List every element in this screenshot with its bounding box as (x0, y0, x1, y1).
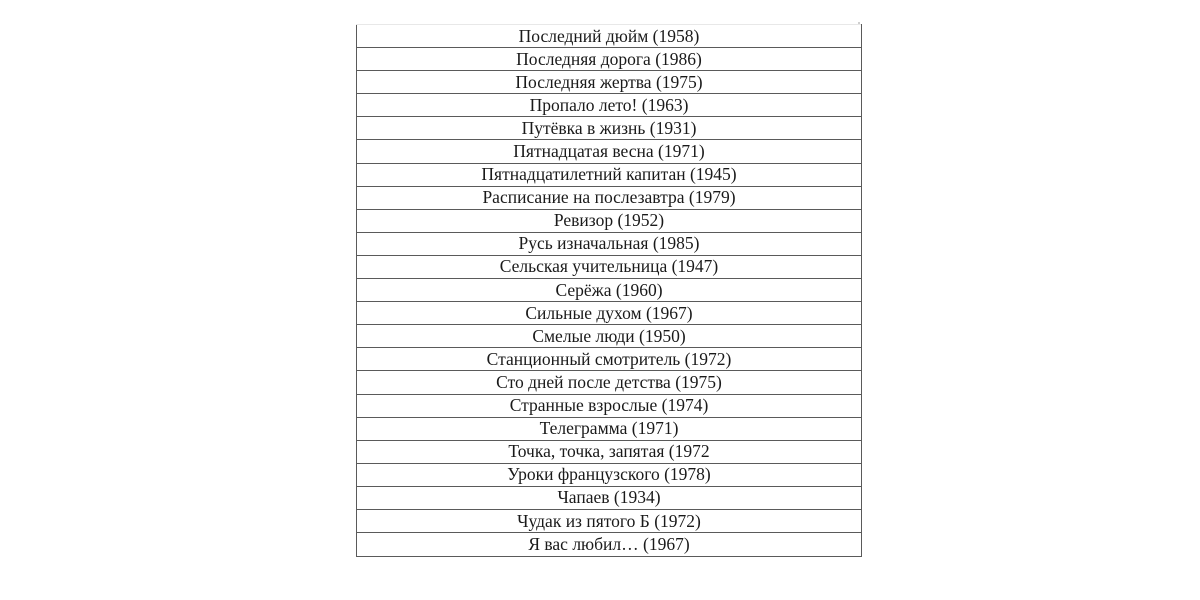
film-cell: Сто дней после детства (1975) (357, 371, 862, 394)
table-row (357, 279, 862, 302)
table-row (357, 394, 862, 417)
table-row (357, 232, 862, 255)
table-row (357, 94, 862, 117)
film-list-body (357, 25, 862, 557)
table-row (357, 302, 862, 325)
film-cell: Смелые люди (1950) (357, 325, 862, 348)
film-cell: Последняя жертва (1975) (357, 71, 862, 94)
film-cell: Последний дюйм (1958) (357, 25, 862, 48)
film-cell: Телеграмма (1971) (357, 417, 862, 440)
film-cell: Я вас любил… (1967) (357, 533, 862, 557)
film-cell: Ревизор (1952) (357, 209, 862, 232)
table-row (357, 325, 862, 348)
film-cell: Сельская учительница (1947) (357, 255, 862, 278)
table-row (357, 48, 862, 71)
film-cell: Путёвка в жизнь (1931) (357, 117, 862, 140)
table-row (357, 25, 862, 48)
table-row (357, 486, 862, 509)
film-cell: Странные взрослые (1974) (357, 394, 862, 417)
film-cell: Точка, точка, запятая (1972 (357, 440, 862, 463)
film-cell: Серёжа (1960) (357, 279, 862, 302)
film-cell: Чапаев (1934) (357, 486, 862, 509)
table-row (357, 255, 862, 278)
film-cell: Уроки французского (1978) (357, 463, 862, 486)
film-cell: Русь изначальная (1985) (357, 232, 862, 255)
film-cell: Пропало лето! (1963) (357, 94, 862, 117)
table-row (357, 209, 862, 232)
film-cell: Станционный смотритель (1972) (357, 348, 862, 371)
table-row (357, 71, 862, 94)
film-cell: Последняя дорога (1986) (357, 48, 862, 71)
table-row (357, 186, 862, 209)
film-cell: Сильные духом (1967) (357, 302, 862, 325)
table-row (357, 117, 862, 140)
table-row (357, 140, 862, 163)
table-row (357, 371, 862, 394)
film-list-table (356, 24, 862, 557)
film-cell: Пятнадцатая весна (1971) (357, 140, 862, 163)
table-row (357, 348, 862, 371)
film-cell: Расписание на послезавтра (1979) (357, 186, 862, 209)
table-row (357, 509, 862, 532)
table-row (357, 440, 862, 463)
film-cell: Пятнадцатилетний капитан (1945) (357, 163, 862, 186)
table-row (357, 163, 862, 186)
table-row (357, 533, 862, 557)
film-cell: Чудак из пятого Б (1972) (357, 509, 862, 532)
table-row (357, 463, 862, 486)
table-row (357, 417, 862, 440)
